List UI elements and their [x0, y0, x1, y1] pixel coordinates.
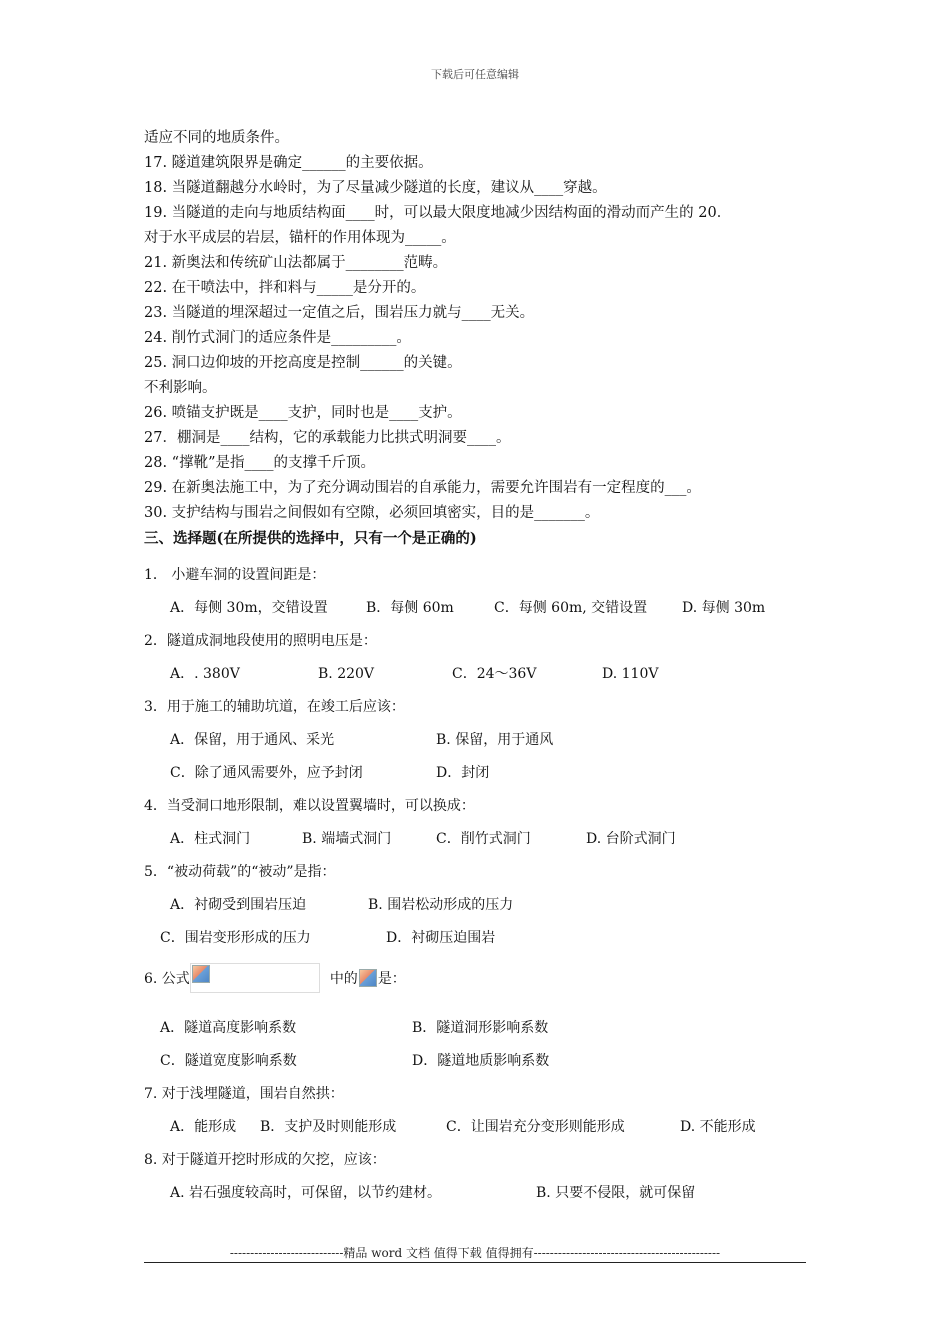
footer-divider	[144, 1262, 806, 1263]
option-c: C．削竹式洞门	[436, 831, 531, 847]
question-25: 25. 洞口边仰坡的开挖高度是控制______的关键。	[144, 355, 462, 371]
options-row	[144, 928, 814, 948]
question-19: 19. 当隧道的走向与地质结构面____时，可以最大限度地减少因结构面的滑动而产生的 20．	[144, 205, 732, 221]
option-d: D．衬砌压迫围岩	[386, 930, 496, 946]
question-28: 28. “撑靴”是指____的支撑千斤顶。	[144, 455, 375, 471]
options-row	[144, 1018, 814, 1038]
option-b: B. 220V	[318, 666, 375, 682]
text-line: 适应不同的地质条件。	[144, 130, 289, 146]
question-24: 24. 削竹式洞门的适应条件是_________。	[144, 330, 411, 346]
option-d: D. 不能形成	[680, 1119, 756, 1135]
broken-image-icon	[359, 969, 377, 987]
options-row	[144, 730, 814, 750]
option-b: B．支护及时则能形成	[260, 1119, 397, 1135]
formula-image	[190, 963, 320, 993]
text-line: 不利影响。	[144, 380, 217, 396]
option-d: D．封闭	[436, 765, 490, 781]
mc-question-5: 5．“被动荷载”的“被动”是指：	[144, 864, 336, 880]
broken-image-icon	[192, 965, 210, 983]
section-title: 三、选择题(在所提供的选择中，只有一个是正确的)	[144, 530, 477, 547]
question-27: 27．棚洞是____结构，它的承载能力比拱式明洞要____。	[144, 430, 511, 446]
option-b: B．每侧 60m	[366, 600, 454, 616]
options-row	[144, 1051, 814, 1071]
option-d: D．隧道地质影响系数	[412, 1053, 550, 1069]
options-row	[144, 664, 814, 684]
option-d: D. 台阶式洞门	[586, 831, 676, 847]
options-row	[144, 1117, 814, 1137]
option-a: A．能形成	[170, 1119, 237, 1135]
option-a: A．隧道高度影响系数	[160, 1020, 297, 1036]
mc-question-6	[144, 958, 814, 998]
options-row	[144, 598, 814, 618]
option-a: A．保留，用于通风、采光	[170, 732, 335, 748]
question-20: 对于水平成层的岩层，锚杆的作用体现为_____。	[144, 230, 456, 246]
option-c: C．隧道宽度影响系数	[160, 1053, 297, 1069]
option-a: A. 岩石强度较高时，可保留，以节约建材。	[170, 1185, 442, 1201]
mc-question-3: 3．用于施工的辅助坑道，在竣工后应该：	[144, 699, 405, 715]
question-23: 23. 当隧道的埋深超过一定值之后，围岩压力就与____无关。	[144, 305, 535, 321]
question-21: 21. 新奥法和传统矿山法都属于________范畴。	[144, 255, 448, 271]
question-17: 17. 隧道建筑限界是确定______的主要依据。	[144, 155, 433, 171]
question-30: 30. 支护结构与围岩之间假如有空隙，必须回填密实，目的是_______。	[144, 505, 600, 521]
document-body	[144, 126, 814, 1203]
option-c: C．让围岩充分变形则能形成	[446, 1119, 625, 1135]
page-header: 下载后可任意编辑	[431, 68, 519, 81]
mc-question-4: 4．当受洞口地形限制，难以设置翼墙时，可以换成：	[144, 798, 475, 814]
mc-question-1: 1． 小避车洞的设置间距是：	[144, 567, 326, 583]
question-6-prefix: 6. 公式	[144, 971, 190, 987]
option-a: A．衬砌受到围岩压迫	[170, 897, 307, 913]
option-b: B. 围岩松动形成的压力	[368, 897, 514, 913]
option-a: A．每侧 30m，交错设置	[170, 600, 328, 616]
question-6-suffix: 是：	[377, 971, 406, 987]
mc-question-2: 2．隧道成洞地段使用的照明电压是：	[144, 633, 377, 649]
option-b: B．隧道洞形影响系数	[412, 1020, 549, 1036]
option-d: D. 110V	[602, 666, 659, 682]
question-6-middle: 中的	[329, 971, 358, 987]
option-d: D. 每侧 30m	[682, 600, 766, 616]
mc-question-8: 8. 对于隧道开挖时形成的欠挖，应该：	[144, 1152, 386, 1168]
options-row	[144, 1183, 814, 1203]
option-b: B. 只要不侵限，就可保留	[536, 1185, 696, 1201]
option-c: C．每侧 60m, 交错设置	[494, 600, 648, 616]
option-c: C．围岩变形形成的压力	[160, 930, 311, 946]
question-29: 29. 在新奥法施工中，为了充分调动围岩的自承能力，需要允许围岩有一定程度的___。	[144, 480, 701, 496]
option-c: C．除了通风需要外，应予封闭	[170, 765, 363, 781]
option-b: B. 端墙式洞门	[302, 831, 392, 847]
symbol-image	[358, 968, 378, 988]
question-26: 26. 喷锚支护既是____支护，同时也是____支护。	[144, 405, 462, 421]
option-a: A．柱式洞门	[170, 831, 251, 847]
option-b: B. 保留，用于通风	[436, 732, 554, 748]
option-a: A．. 380V	[170, 666, 240, 682]
options-row	[144, 829, 814, 849]
page-footer: ----------------------------精品 word 文档 值得下载 值得拥有----------------------------------------------	[229, 1246, 721, 1260]
question-18: 18. 当隧道翻越分水岭时，为了尽量减少隧道的长度，建议从____穿越。	[144, 180, 607, 196]
options-row	[144, 895, 814, 915]
option-c: C．24～36V	[452, 666, 537, 682]
mc-question-7: 7. 对于浅埋隧道，围岩自然拱：	[144, 1086, 344, 1102]
question-22: 22. 在干喷法中，拌和料与_____是分开的。	[144, 280, 426, 296]
options-row	[144, 763, 814, 783]
